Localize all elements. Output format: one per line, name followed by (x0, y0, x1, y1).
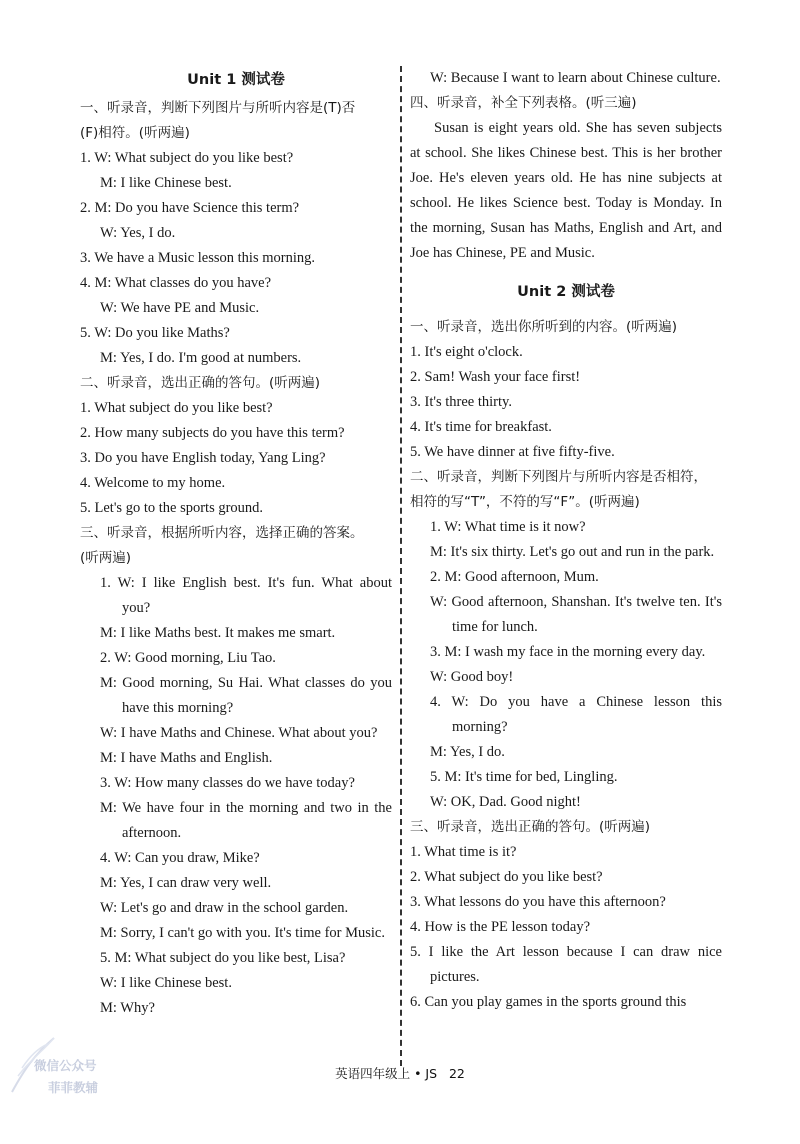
dialogue-line: M: I have Maths and English. (100, 750, 273, 766)
answer-line: M: Yes, I do. I'm good at numbers. (100, 350, 302, 366)
left-column (80, 66, 392, 1021)
question-line: 2. M: Do you have Science this term? (80, 200, 300, 216)
watermark-line-1: 微信公众号 (34, 1058, 97, 1073)
question-line: 1. What subject do you like best? (80, 400, 273, 416)
answer-line: W: We have PE and Music. (100, 300, 260, 316)
question-line: 4. Welcome to my home. (80, 475, 226, 491)
dialogue-line: M: I like Maths best. It makes me smart. (100, 625, 336, 641)
question-line: 1. W: What subject do you like best? (80, 150, 294, 166)
question-line: 3. It's three thirty. (410, 394, 512, 410)
question-line: 2. Sam! Wash your face first! (410, 369, 581, 385)
dialogue-line: 5. M: What subject do you like best, Lisa? (100, 950, 346, 966)
question-line: 3. We have a Music lesson this morning. (80, 250, 315, 266)
question-line: 2. How many subjects do you have this term? (80, 425, 345, 441)
section-heading: 一、听录音，判断下列图片与所听内容是(T)否 (80, 100, 356, 116)
page-footer: 英语四年级上 • JS 22 (335, 1066, 465, 1081)
question-line: 1. It's eight o'clock. (410, 344, 523, 360)
dialogue-line: W: I like Chinese best. (100, 975, 232, 991)
section-heading-cont: (听两遍) (80, 550, 132, 566)
question-line: 4. How is the PE lesson today? (410, 919, 591, 935)
section-heading: 三、听录音，根据所听内容，选择正确的答案。 (80, 525, 364, 541)
section-heading-cont: (F)相符。(听两遍) (80, 125, 190, 141)
answer-line: M: I like Chinese best. (100, 175, 232, 191)
question-line: 4. It's time for breakfast. (410, 419, 552, 435)
unit1-title: Unit 1 测试卷 (187, 72, 285, 88)
question-line: 5. I like the Art lesson because I can draw nice pictures. (410, 944, 722, 985)
section-heading-cont: 相符的写“T”，不符的写“F”。(听两遍) (410, 494, 640, 510)
question-line: 2. What subject do you like best? (410, 869, 603, 885)
question-line: 5. We have dinner at five fifty-five. (410, 444, 615, 460)
dialogue-line: M: Why? (100, 1000, 155, 1016)
question-line: 5. W: Do you like Maths? (80, 325, 230, 341)
dialogue-line: W: Good boy! (430, 669, 514, 685)
watermark-line-2: 菲菲教辅 (48, 1080, 99, 1095)
column-divider (400, 66, 402, 1066)
dialogue-line: W: Good afternoon, Shanshan. It's twelve ten. It's time for lunch. (430, 594, 722, 635)
dialogue-line: M: We have four in the morning and two in the afternoon. (100, 800, 392, 841)
dialogue-line: 3. W: How many classes do we have today? (100, 775, 355, 791)
section-heading: 四、听录音，补全下列表格。(听三遍) (410, 95, 637, 111)
dialogue-line: 2. W: Good morning, Liu Tao. (100, 650, 276, 666)
question-line: 1. What time is it? (410, 844, 517, 860)
question-line: 5. Let's go to the sports ground. (80, 500, 264, 516)
dialogue-line: M: Good morning, Su Hai. What classes do you have this morning? (100, 675, 392, 716)
dialogue-line: 4. W: Do you have a Chinese lesson this morning? (430, 694, 722, 735)
question-line: 4. M: What classes do you have? (80, 275, 272, 291)
section-heading: 二、听录音，选出正确的答句。(听两遍) (80, 375, 321, 391)
question-line: 6. Can you play games in the sports ground this (410, 994, 687, 1010)
answer-line: W: Yes, I do. (100, 225, 176, 241)
dialogue-line: W: I have Maths and Chinese. What about you? (100, 725, 378, 741)
dialogue-line: 4. W: Can you draw, Mike? (100, 850, 260, 866)
dialogue-line: 3. M: I wash my face in the morning every day. (430, 644, 706, 660)
dialogue-line: 5. M: It's time for bed, Lingling. (430, 769, 618, 785)
dialogue-line: 1. W: What time is it now? (430, 519, 586, 535)
right-column (410, 66, 722, 1015)
section-heading: 三、听录音，选出正确的答句。(听两遍) (410, 819, 651, 835)
dialogue-line: W: Let's go and draw in the school garden. (100, 900, 349, 916)
unit2-title: Unit 2 测试卷 (517, 284, 615, 300)
listening-passage: Susan is eight years old. She has seven subjects at school. She likes Chinese best. This is her brother Joe. He's eleven years old. He has nine subjects at school. He likes Science best. Today is Monday. In the morning, Susan has Maths, English and Art, and Joe has Chinese, PE and Music. (410, 120, 722, 261)
dialogue-line: W: Because I want to learn about Chinese culture. (430, 70, 721, 86)
dialogue-line: M: Yes, I do. (430, 744, 505, 760)
question-line: 3. Do you have English today, Yang Ling? (80, 450, 326, 466)
dialogue-line: M: Sorry, I can't go with you. It's time for Music. (100, 925, 385, 941)
dialogue-line: M: Yes, I can draw very well. (100, 875, 272, 891)
dialogue-line: W: OK, Dad. Good night! (430, 794, 581, 810)
dialogue-line: M: It's six thirty. Let's go out and run in the park. (430, 544, 715, 560)
section-heading: 一、听录音，选出你所听到的内容。(听两遍) (410, 319, 678, 335)
question-line: 3. What lessons do you have this afternoon? (410, 894, 666, 910)
dialogue-line: 1. W: I like English best. It's fun. What about you? (100, 575, 392, 616)
dialogue-line: 2. M: Good afternoon, Mum. (430, 569, 599, 585)
section-heading: 二、听录音，判断下列图片与所听内容是否相符， (410, 469, 707, 485)
